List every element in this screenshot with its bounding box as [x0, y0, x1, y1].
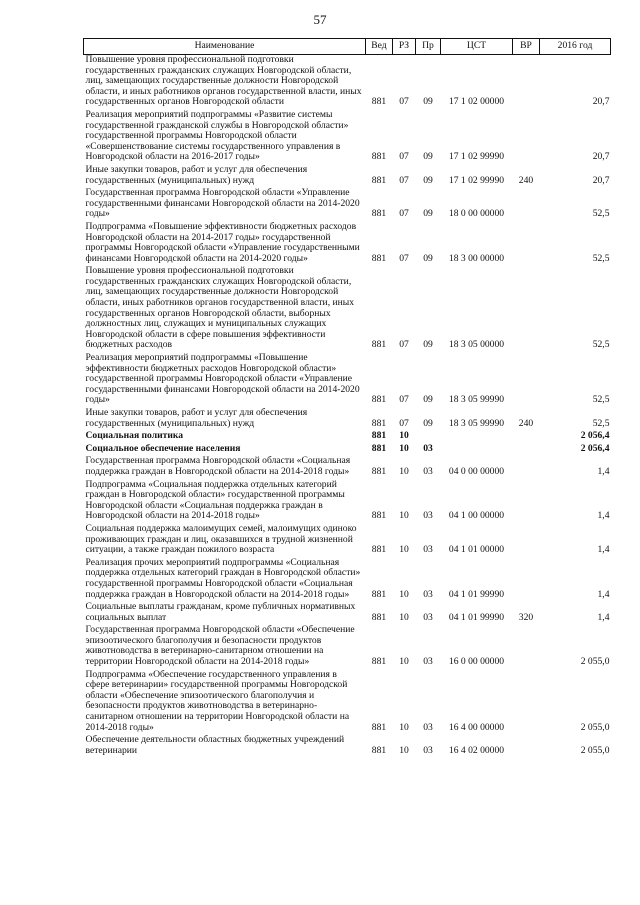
row-rz: 10	[399, 656, 409, 668]
row-vr	[513, 266, 540, 353]
row-cst: 04 1 01 99990	[448, 611, 505, 623]
row-ved: 881	[371, 394, 387, 406]
row-vr: 320	[518, 611, 534, 623]
row-rz: 07	[399, 208, 409, 220]
row-sum: 20,7	[592, 151, 610, 163]
row-sum: 52,5	[592, 417, 610, 429]
row-ved: 881	[371, 417, 387, 429]
table-row	[84, 670, 611, 736]
table-row	[84, 456, 611, 479]
row-pr: 03	[423, 588, 433, 600]
row-rz: 10	[399, 744, 409, 756]
row-sum: 1,4	[597, 510, 610, 522]
row-rz: 10	[399, 588, 409, 600]
row-rz: 10	[399, 430, 409, 442]
row-pr: 09	[423, 417, 433, 429]
row-ved: 881	[371, 611, 387, 623]
row-vr: 240	[518, 417, 534, 429]
row-pr: 09	[423, 339, 433, 351]
row-vr	[513, 456, 540, 479]
row-name: Подпрограмма «Обеспечение государственного управления в сфере ветеринарии» государственной программы Новгородской области «Обеспечение эпизоотического благополучия и безопасности продуктов животноводства в ветеринарно-санитарном отношении на территории Новгородской области на 2014-2018 годы»	[85, 668, 350, 733]
row-rz: 10	[399, 721, 409, 733]
header-pr: Пр	[416, 39, 441, 55]
row-cst: 16 4 02 00000	[448, 744, 505, 756]
row-cst	[441, 431, 513, 444]
row-name: Социальное обеспечение населения	[85, 442, 241, 454]
table-row	[84, 625, 611, 669]
table-body	[84, 55, 611, 759]
table-row	[84, 266, 611, 353]
row-rz: 07	[399, 96, 409, 108]
row-cst: 18 3 00 00000	[448, 252, 505, 264]
row-name: Государственная программа Новгородской области «Обеспечение эпизоотического благополучия и безопасности продуктов животноводства в ветеринарно-санитарном отношении на территории Новгородской области на 2014-2018 годы»	[85, 624, 355, 668]
row-rz: 10	[399, 510, 409, 522]
row-pr: 03	[423, 611, 433, 623]
row-name: Обеспечение деятельности областных бюджетных учреждений ветеринарии	[85, 734, 345, 756]
row-sum: 1,4	[597, 588, 610, 600]
row-cst: 17 1 02 99990	[448, 151, 505, 163]
row-sum: 1,4	[597, 544, 610, 556]
row-ved: 881	[371, 430, 387, 442]
budget-table	[83, 38, 611, 758]
row-vr	[513, 558, 540, 602]
table-row	[84, 602, 611, 625]
row-sum: 52,5	[592, 208, 610, 220]
row-cst: 18 3 05 99990	[448, 417, 505, 429]
row-rz: 10	[399, 611, 409, 623]
row-cst: 04 1 01 00000	[448, 544, 505, 556]
row-vr	[513, 188, 540, 222]
table-row	[84, 524, 611, 558]
row-ved: 881	[371, 96, 387, 108]
row-name: Иные закупки товаров, работ и услуг для обеспечения государственных (муниципальных) нужд	[85, 163, 308, 186]
row-sum: 2 056,4	[580, 442, 610, 454]
row-pr: 09	[423, 151, 433, 163]
table-row	[84, 110, 611, 165]
row-ved: 881	[371, 544, 387, 556]
row-pr: 09	[423, 208, 433, 220]
row-name: Реализация мероприятий подпрограммы «Развитие системы государственной гражданской службы в Новгородской области» государственной программы Новгородской области «Совершенствование системы государственного управления в Новгородской области на 2016-2017 годы»	[85, 108, 349, 163]
row-name: Реализация мероприятий подпрограммы «Повышение эффективности бюджетных расходов Новгородской области» государственной программы Новгородской области «Управление государственными финансами Новгородской области на 2014-2020 годы»	[85, 352, 360, 406]
row-sum: 1,4	[597, 611, 610, 623]
row-sum: 52,5	[592, 394, 610, 406]
row-ved: 881	[371, 151, 387, 163]
header-cst: ЦСТ	[441, 39, 513, 55]
row-name: Иные закупки товаров, работ и услуг для обеспечения государственных (муниципальных) нужд	[85, 407, 308, 429]
row-name: Реализация прочих мероприятий подпрограммы «Социальная поддержка отдельных категорий граждан в Новгородской области» государственной программы Новгородской области «Социальная поддержка граждан в Новгородской области на 2014-2018 годы»	[85, 556, 361, 600]
table-row	[84, 408, 611, 431]
row-vr	[513, 222, 540, 266]
row-sum: 1,4	[597, 465, 610, 477]
row-cst: 04 0 00 00000	[448, 465, 505, 477]
row-name: Государственная программа Новгородской области «Социальная поддержка граждан в Новгородской области на 2014-2018 годы»	[85, 455, 351, 477]
row-pr: 03	[423, 465, 433, 477]
row-pr: 09	[423, 394, 433, 406]
row-name: Подпрограмма «Социальная поддержка отдельных категорий граждан в Новгородской области» государственной программы Новгородской области «Социальная поддержка граждан в Новгородской области на 2014-2018 годы»	[85, 478, 345, 522]
header-name: Наименование	[84, 39, 366, 55]
row-cst	[441, 444, 513, 457]
row-cst: 18 3 05 00000	[448, 339, 505, 351]
row-sum: 52,5	[592, 339, 610, 351]
row-vr	[513, 431, 540, 444]
row-rz: 10	[399, 442, 409, 454]
row-name: Подпрограмма «Повышение эффективности бюджетных расходов Новгородской области на 2014-2017 годы» государственной программы Новгородской области «Управление государственными финансами Новгородской области на 2014-2020 годы»	[85, 220, 360, 264]
row-ved: 881	[371, 721, 387, 733]
row-sum: 20,7	[592, 174, 610, 186]
row-rz: 10	[399, 544, 409, 556]
row-pr: 09	[423, 174, 433, 186]
row-vr	[513, 55, 540, 110]
row-ved: 881	[371, 588, 387, 600]
row-vr: 240	[518, 174, 534, 186]
table-row	[84, 55, 611, 110]
row-sum: 2 055,0	[580, 721, 610, 733]
row-cst: 18 3 05 99990	[448, 394, 505, 406]
table-row	[84, 480, 611, 524]
row-vr	[513, 735, 540, 758]
row-sum: 2 055,0	[580, 656, 610, 668]
table-row	[84, 735, 611, 758]
row-pr: 03	[423, 656, 433, 668]
row-pr: 09	[423, 96, 433, 108]
row-rz: 07	[399, 339, 409, 351]
page-number: 57	[313, 12, 327, 27]
row-ved: 881	[371, 656, 387, 668]
row-cst: 16 4 00 00000	[448, 721, 505, 733]
row-name: Государственная программа Новгородской области «Управление государственными финансами Новгородской области на 2014-2020 годы»	[85, 187, 360, 220]
row-name: Социальная поддержка малоимущих семей, малоимущих одиноко проживающих граждан и лиц, оказавшихся в трудной жизненной ситуации, а также граждан пожилого возраста	[85, 522, 357, 556]
table-row	[84, 165, 611, 188]
row-pr: 03	[423, 721, 433, 733]
row-vr	[513, 110, 540, 165]
row-name: Социальные выплаты гражданам, кроме публичных нормативных социальных выплат	[85, 601, 356, 623]
row-ved: 881	[371, 442, 387, 454]
row-name: Повышение уровня профессиональной подготовки государственных гражданских служащих Новгородской области, лиц, замещающих государственные должности Новгородской области, иных работников органов государственной власти, иных государственных органов Новгородской области, выборных должностных лиц, служащих и муниципальных служащих Новгородской области в сфере повышения эффективности бюджетных расходов	[85, 265, 355, 351]
row-pr	[416, 431, 441, 444]
row-vr	[513, 524, 540, 558]
row-ved: 881	[371, 174, 387, 186]
row-vr	[513, 353, 540, 408]
table-row	[84, 558, 611, 602]
row-vr	[513, 444, 540, 457]
row-cst: 18 0 00 00000	[448, 208, 505, 220]
row-ved: 881	[371, 510, 387, 522]
row-name: Повышение уровня профессиональной подготовки государственных гражданских служащих Новгородской области, лиц, замещающих государственные должности Новгородской области, и иных работников органов государственной власти, иных государственных органов Новгородской области	[85, 54, 362, 108]
row-rz: 07	[399, 252, 409, 264]
row-ved: 881	[371, 208, 387, 220]
row-vr	[513, 480, 540, 524]
row-sum: 52,5	[592, 252, 610, 264]
table-row	[84, 353, 611, 408]
row-pr: 09	[423, 252, 433, 264]
row-vr	[513, 670, 540, 736]
row-cst: 17 1 02 99990	[448, 174, 505, 186]
row-sum: 20,7	[592, 96, 610, 108]
table-row	[84, 222, 611, 266]
header-year: 2016 год	[540, 39, 611, 55]
row-sum: 2 055,0	[580, 744, 610, 756]
row-cst: 04 1 01 99990	[448, 588, 505, 600]
row-rz: 07	[399, 151, 409, 163]
row-pr: 03	[423, 510, 433, 522]
header-ved: Вед	[366, 39, 393, 55]
row-ved: 881	[371, 252, 387, 264]
header-rz: РЗ	[393, 39, 416, 55]
row-sum: 2 056,4	[580, 430, 610, 442]
row-rz: 07	[399, 394, 409, 406]
row-rz: 07	[399, 417, 409, 429]
table-header-row	[84, 39, 611, 55]
row-cst: 04 1 00 00000	[448, 510, 505, 522]
row-ved: 881	[371, 744, 387, 756]
row-cst: 17 1 02 00000	[448, 96, 505, 108]
row-rz: 10	[399, 465, 409, 477]
row-name: Социальная политика	[85, 430, 184, 442]
row-rz: 07	[399, 174, 409, 186]
row-ved: 881	[371, 339, 387, 351]
row-pr: 03	[423, 744, 433, 756]
table-row	[84, 431, 611, 444]
table-row	[84, 188, 611, 222]
row-ved: 881	[371, 465, 387, 477]
row-pr: 03	[423, 544, 433, 556]
row-vr	[513, 625, 540, 669]
row-pr: 03	[423, 442, 433, 454]
header-vr: ВР	[513, 39, 540, 55]
row-cst: 16 0 00 00000	[448, 656, 505, 668]
